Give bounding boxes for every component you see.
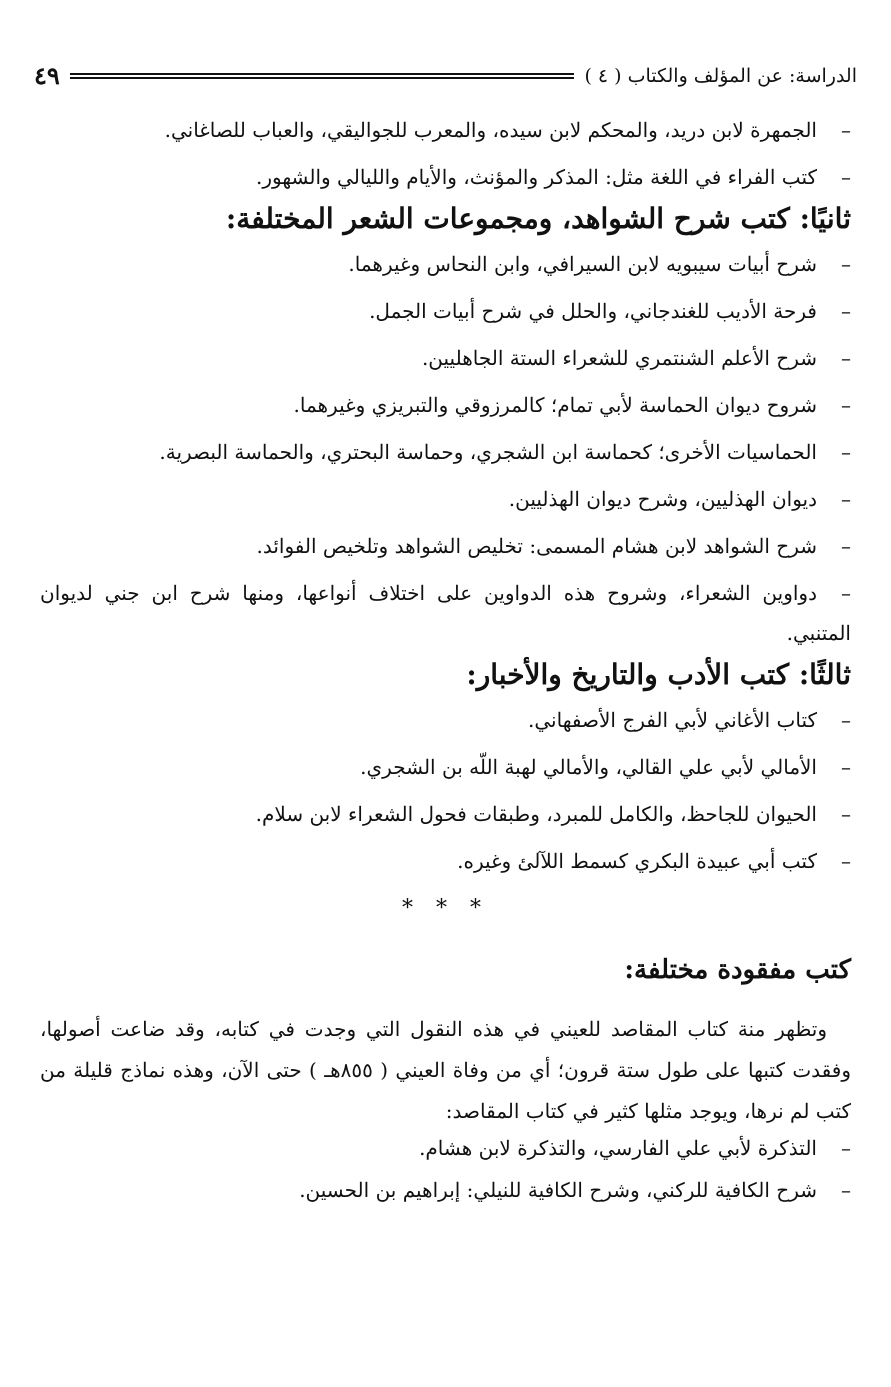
dash-bullet: – bbox=[841, 755, 851, 779]
list-item: –الحماسيات الأخرى؛ كحماسة ابن الشجري، وحماسة البحتري، والحماسة البصرية. bbox=[159, 440, 851, 464]
list-item: –شرح الأعلم الشنتمري للشعراء الستة الجاهليين. bbox=[421, 346, 851, 370]
list-item: –كتاب الأغاني لأبي الفرج الأصفهاني. bbox=[528, 708, 851, 732]
dash-bullet: – bbox=[841, 252, 851, 276]
list-item: –فرحة الأديب للغندجاني، والحلل في شرح أبيات الجمل. bbox=[369, 299, 851, 323]
list-item: –كتب أبي عبيدة البكري كسمط اللآلئ وغيره. bbox=[457, 849, 851, 873]
list-item: –شرح أبيات سيبويه لابن السيرافي، وابن النحاس وغيرهما. bbox=[348, 252, 851, 276]
dash-bullet: – bbox=[841, 393, 851, 417]
dash-bullet: – bbox=[841, 534, 851, 558]
list-item: –شرح الكافية للركني، وشرح الكافية للنيلي: إبراهيم بن الحسين. bbox=[299, 1178, 851, 1202]
header-rule bbox=[70, 73, 575, 79]
dash-bullet: – bbox=[841, 1178, 851, 1202]
dash-bullet: – bbox=[841, 487, 851, 511]
list-item: –الحيوان للجاحظ، والكامل للمبرد، وطبقات فحول الشعراء لابن سلام. bbox=[255, 802, 851, 826]
page-number: ٤٩ bbox=[34, 61, 60, 90]
subsection-heading: كتب مفقودة مختلفة: bbox=[624, 955, 851, 985]
list-item: –الأمالي لأبي علي القالي، والأمالي لهبة اللّه بن الشجري. bbox=[360, 755, 851, 779]
list-item: –الجمهرة لابن دريد، والمحكم لابن سيده، والمعرب للجواليقي، والعباب للصاغاني. bbox=[164, 118, 851, 142]
dash-bullet: – bbox=[841, 849, 851, 873]
dash-bullet: – bbox=[841, 299, 851, 323]
running-header bbox=[34, 58, 857, 94]
dash-bullet: – bbox=[841, 118, 851, 142]
header-title: الدراسة: عن المؤلف والكتاب ( ٤ ) bbox=[584, 65, 857, 87]
list-item: –كتب الفراء في اللغة مثل: المذكر والمؤنث، والأيام والليالي والشهور. bbox=[255, 165, 851, 189]
list-item: –شرح الشواهد لابن هشام المسمى: تخليص الشواهد وتلخيص الفوائد. bbox=[256, 534, 851, 558]
section-separator: * * * bbox=[402, 896, 489, 921]
page-body bbox=[40, 118, 851, 1220]
list-item: –التذكرة لأبي علي الفارسي، والتذكرة لابن هشام. bbox=[419, 1136, 851, 1160]
list-item: –ديوان الهذليين، وشرح ديوان الهذليين. bbox=[508, 487, 851, 511]
body-paragraph: وتظهر منة كتاب المقاصد للعيني في هذه النقول التي وجدت في كتابه، وقد ضاعت أصولها، وفقدت كتبها على طول ستة قرون؛ أي من وفاة العيني ( ٨٥٥هـ ) حتى الآن، وهذه نماذج قليلة من كتب لم نرها، ويوجد مثلها كثير في كتاب المقاصد: bbox=[40, 1017, 851, 1123]
section-heading: ثالثًا: كتب الأدب والتاريخ والأخبار: bbox=[466, 658, 851, 691]
dash-bullet: – bbox=[841, 346, 851, 370]
dash-bullet: – bbox=[841, 165, 851, 189]
dash-bullet: – bbox=[841, 581, 851, 605]
list-item: –دواوين الشعراء، وشروح هذه الدواوين على اختلاف أنواعها، ومنها شرح ابن جني لديوان المتنبي. bbox=[40, 573, 851, 653]
dash-bullet: – bbox=[841, 802, 851, 826]
section-heading: ثانيًا: كتب شرح الشواهد، ومجموعات الشعر المختلفة: bbox=[225, 202, 851, 235]
list-item: –شروح ديوان الحماسة لأبي تمام؛ كالمرزوقي والتبريزي وغيرهما. bbox=[293, 393, 851, 417]
dash-bullet: – bbox=[841, 1136, 851, 1160]
dash-bullet: – bbox=[841, 440, 851, 464]
dash-bullet: – bbox=[841, 708, 851, 732]
